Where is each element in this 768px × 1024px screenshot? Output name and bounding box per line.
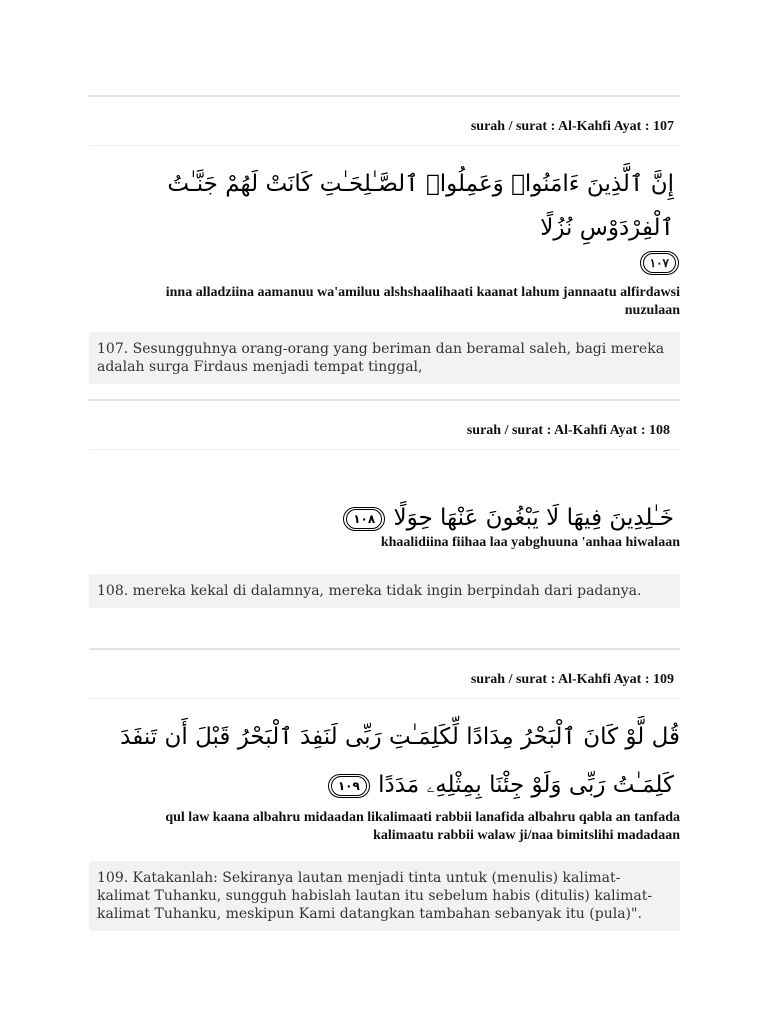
divider [89, 449, 680, 450]
divider [89, 145, 680, 146]
arabic-line: كَلِمَـٰتُ رَبِّى وَلَوْ جِئْنَا بِمِثْلِهِۦ مَدَدًا [378, 772, 674, 798]
divider [89, 95, 680, 97]
translation: 109. Katakanlah: Sekiranya lautan menjadi tinta untuk (menulis) kalimat-kalimat Tuhanku, sungguh habislah lautan itu sebelum habis (ditulis) kalimat-kalimat Tuhanku, meskipun Kami datangkan tambahan sebanyak itu (pula)". [89, 861, 680, 931]
verse-block-108 [89, 399, 680, 608]
arabic-text-line-2 [89, 763, 680, 807]
transliteration: qul law kaana albahru midaadan likalimaati rabbii lanafida albahru qabla an tanfada kalimaatu rabbii walaw ji/naa bimitslihi madadaan [165, 810, 680, 843]
ayah-number-marker: ١٠٩ [331, 776, 367, 796]
arabic-line: خَـٰلِدِينَ فِيهَا لَا يَبْغُونَ عَنْهَا حِوَلًا [393, 505, 674, 531]
translation: 107. Sesungguhnya orang-orang yang beriman dan beramal saleh, bagi mereka adalah surga Firdaus menjadi tempat tinggal, [89, 332, 680, 384]
verse-header: surah / surat : Al-Kahfi Ayat : 109 [470, 672, 674, 687]
translation: 108. mereka kekal di dalamnya, mereka tidak ingin berpindah dari padanya. [89, 574, 680, 608]
arabic-text: إِنَّ ٱلَّذِينَ ءَامَنُوا۟ وَعَمِلُوا۟ ٱلصَّـٰلِحَـٰتِ كَانَتْ لَهُمْ جَنَّـٰتُ ٱلْفِرْدَوْسِ نُزُلًا [167, 171, 674, 241]
verse-block-107 [89, 95, 680, 384]
divider [89, 648, 680, 650]
ayah-number-marker: ١٠٧ [643, 253, 676, 273]
verse-block-109 [89, 648, 680, 931]
transliteration: inna alladziina aamanuu wa'amiluu alshshaalihaati kaanat lahum jannaatu alfirdawsi nuzulaan [165, 285, 680, 318]
arabic-text: قُل لَّوْ كَانَ ٱلْبَحْرُ مِدَادًا لِّكَلِمَـٰتِ رَبِّى لَنَفِدَ ٱلْبَحْرُ قَبْلَ أَن تَنفَدَ [120, 724, 680, 750]
ayah-number-marker: ١٠٨ [346, 509, 382, 529]
divider [89, 399, 680, 401]
divider [89, 698, 680, 699]
transliteration: khaalidiina fiihaa laa yabghuuna 'anhaa hiwalaan [380, 535, 680, 550]
verse-header: surah / surat : Al-Kahfi Ayat : 107 [470, 119, 674, 134]
verse-header: surah / surat : Al-Kahfi Ayat : 108 [466, 423, 670, 438]
ayah-number-row [89, 252, 680, 278]
